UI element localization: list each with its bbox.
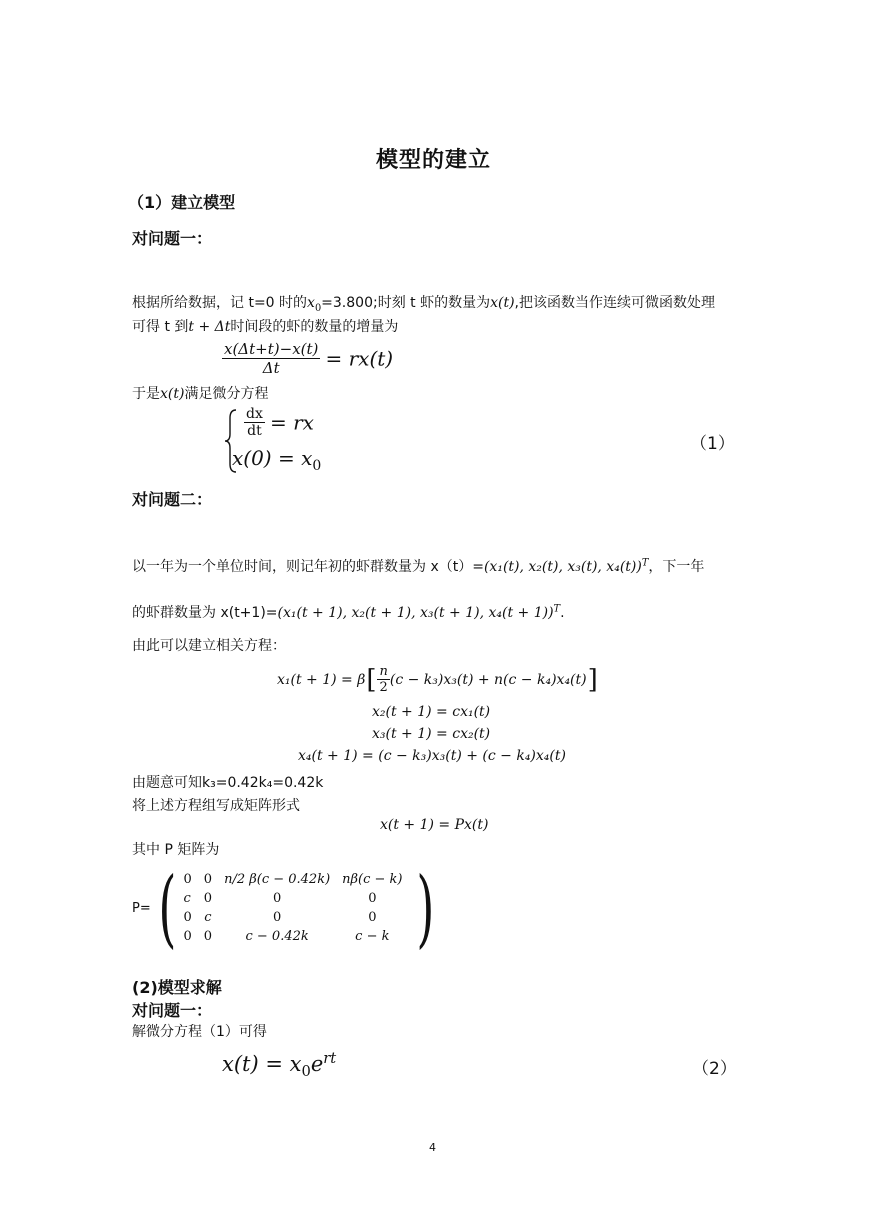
matrix-row <box>184 927 409 946</box>
q2-heading: 对问题二： <box>132 490 213 509</box>
matrix-cell: 0 <box>203 891 213 906</box>
matrix-table <box>184 870 409 946</box>
solution-equation: $x(t) = x_0e^{rt}$ <box>222 1050 337 1081</box>
equation-2-label: （2） <box>692 1059 737 1079</box>
q1-paragraph-line1: 根据所给数据，记 t=0 时的$x_0=3.800$;时刻 t 虾的数量为x(t),把该函数当作连续可微函数处理 <box>132 295 715 314</box>
matrix-cell: c − k <box>355 929 390 944</box>
matrix-cell: c <box>183 891 191 906</box>
matrix-cell: 0 <box>183 872 192 887</box>
solve-text: 解微分方程（1）可得 <box>132 1024 267 1040</box>
page-title: 模型的建立 <box>376 148 492 173</box>
matrix-cell: 0 <box>203 872 213 887</box>
left-bracket-icon: [ <box>366 664 377 695</box>
p-matrix-intro: 其中 P 矩阵为 <box>132 842 220 858</box>
matrix-cell: 0 <box>368 891 377 906</box>
right-bracket-icon: ] <box>587 664 598 695</box>
matrix-cell: c <box>204 910 212 925</box>
matrix-equation: x(t + 1) = Px(t) <box>380 817 489 833</box>
matrix-cell: nβ(c − k) <box>342 872 403 887</box>
system-eq2: x₂(t + 1) = cx₁(t) <box>372 704 491 720</box>
system-eq3: x₃(t + 1) = cx₂(t) <box>372 726 491 742</box>
q2-line2: 的虾群数量为 x(t+1)=(x₁(t + 1), x₂(t + 1), x₃(t + 1), x₄(t + 1))$^T$. <box>132 603 565 621</box>
matrix-cell: 0 <box>183 929 192 944</box>
right-paren-icon: ) <box>415 859 434 957</box>
equation-1-label: （1） <box>690 434 735 454</box>
matrix-cell: 0 <box>183 910 192 925</box>
p-matrix: P= ( 0 0 n/2 β(c − 0.42k) nβ(c − k) c 0 0 0 0 c 0 0 0 0 c − 0.42k c − k ) <box>132 859 434 957</box>
matrix-cell: 0 <box>272 891 282 906</box>
matrix-row <box>184 870 409 889</box>
section2-heading: (2)模型求解 <box>132 978 222 997</box>
matrix-cell: 0 <box>368 910 377 925</box>
matrix-cell: c − 0.42k <box>245 929 309 944</box>
matrix-cell: 0 <box>272 910 282 925</box>
matrix-row <box>184 889 409 908</box>
system-eq1: x₁(t + 1) = β [ $\frac{n}{2}$ (c − k₃)x₃(t) + n(c − k₄)x₄(t) ] <box>277 664 598 695</box>
q2-relation-text: 由此可以建立相关方程： <box>132 638 286 654</box>
q1-heading: 对问题一： <box>132 229 213 248</box>
q1-solution-heading: 对问题一： <box>132 1001 213 1020</box>
matrix-row <box>184 908 409 927</box>
difference-equation: $\frac{x(\Delta t+t)-x(t)}{\Delta t}$ = rx(t) <box>224 340 394 377</box>
page-number: 4 <box>429 1141 436 1154</box>
known-values-text: 由题意可知k₃=0.42k₄=0.42k <box>132 775 324 791</box>
matrix-cell: 0 <box>203 929 213 944</box>
system-eq4: x₄(t + 1) = (c − k₃)x₃(t) + (c − k₄)x₄(t) <box>298 748 566 764</box>
q1-paragraph-line2: 可得 t 到t + Δt时间段的虾的数量的增量为 <box>132 319 399 335</box>
left-paren-icon: ( <box>158 859 177 957</box>
q1-satisfy-line: 于是x(t)满足微分方程 <box>132 386 269 402</box>
x0-symbol: $x_0$ <box>307 295 322 314</box>
matrix-intro-text: 将上述方程组写成矩阵形式 <box>132 798 300 814</box>
matrix-cell: n/2 β(c − 0.42k) <box>224 872 331 887</box>
q2-line1: 以一年为一个单位时间，则记年初的虾群数量为 x（t）=(x₁(t), x₂(t), x₃(t), x₄(t))$^T$，下一年 <box>132 557 705 575</box>
section1-heading: （1）建立模型 <box>128 193 236 212</box>
initial-condition: $x(0) = x_0$ <box>232 446 322 474</box>
